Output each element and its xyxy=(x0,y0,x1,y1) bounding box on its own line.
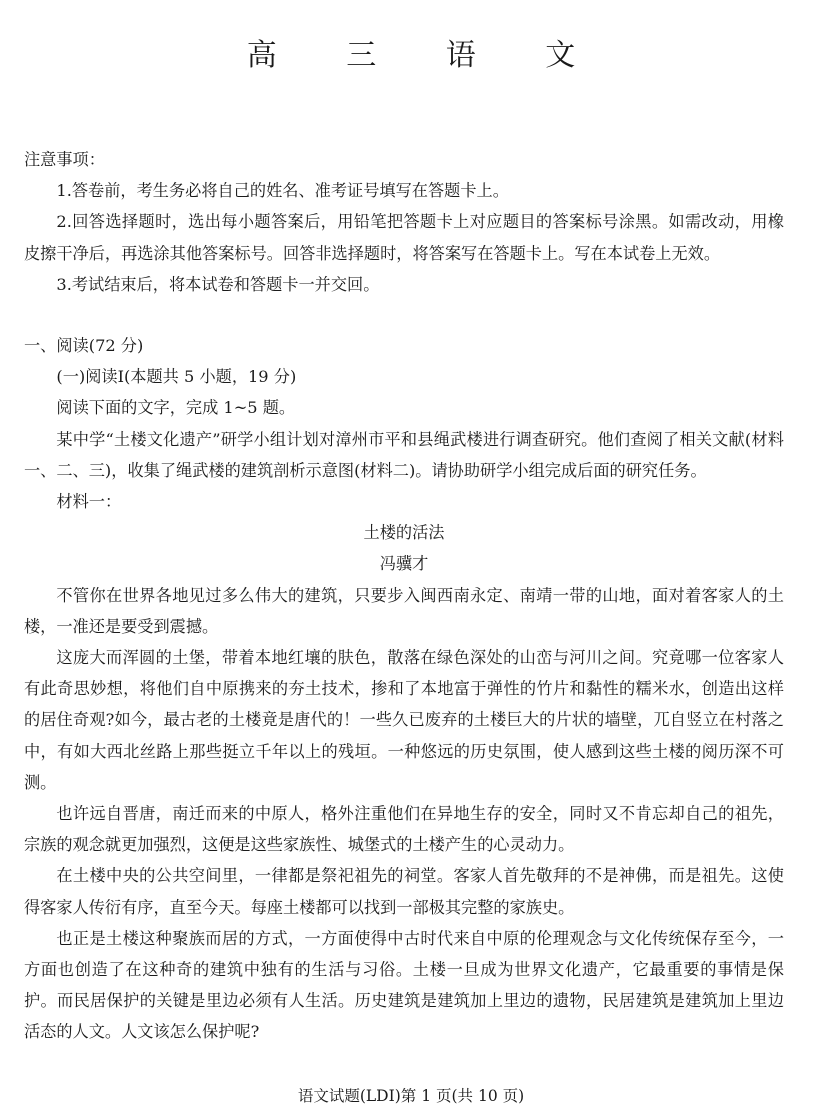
article-paragraph: 也许远自晋唐，南迁而来的中原人，格外注重他们在异地生存的安全，同时又不肯忘却自己的祖先，宗族的观念就更加强烈，这便是这些家族性、城堡式的土楼产生的心灵动力。 xyxy=(24,804,784,855)
article-paragraph: 不管你在世界各地见过多么伟大的建筑，只要步入闽西南永定、南靖一带的山地，面对着客家人的土楼，一准还是要受到震撼。 xyxy=(24,585,784,636)
exam-content xyxy=(24,144,784,1048)
material-label: 材料一： xyxy=(56,492,122,512)
notice-item-3: 3.考试结束后，将本试卷和答题卡一并交回。 xyxy=(56,274,380,294)
section-subheading: (一)阅读Ⅰ(本题共 5 小题，19 分) xyxy=(56,367,297,387)
article-title: 土楼的活法 xyxy=(363,523,445,543)
article-author: 冯骥才 xyxy=(379,554,429,574)
section-intro: 某中学“土楼文化遗产”研学小组计划对漳州市平和县绳武楼进行调查研究。他们查阅了相关文献(材料一、二、三)，收集了绳武楼的建筑剖析示意图(材料二)。请协助研学小组完成后面的研究任务。 xyxy=(24,429,784,480)
section-heading: 一、阅读(72 分) xyxy=(24,336,144,356)
notice-item-1: 1.答卷前，考生务必将自己的姓名、准考证号填写在答题卡上。 xyxy=(56,181,509,201)
page-footer: 语文试题(LDI)第 1 页(共 10 页) xyxy=(297,1087,525,1105)
article-paragraph: 这庞大而浑圆的土堡，带着本地红壤的肤色，散落在绿色深处的山峦与河川之间。究竟哪一位客家人有此奇思妙想，将他们自中原携来的夯土技术，掺和了本地富于弹性的竹片和黏性的糯米水，创造出这样的居住奇观?如今，最古老的土楼竟是唐代的！一些久已废弃的土楼巨大的片状的墙壁，兀自竖立在村落之中，有如大西北丝路上那些挺立千年以上的残垣。一种悠远的历史氛围，使人感到这些土楼的阅历深不可测。 xyxy=(24,648,784,792)
notice-heading: 注意事项： xyxy=(24,150,105,169)
notice-item-2: 2.回答选择题时，选出每小题答案后，用铅笔把答题卡上对应题目的答案标号涂黑。如需改动，用橡皮擦干净后，再选涂其他答案标号。回答非选择题时，将答案写在答题卡上。写在本试卷上无效。 xyxy=(24,212,784,263)
article-paragraph: 在土楼中央的公共空间里，一律都是祭祀祖先的祠堂。客家人首先敬拜的不是神佛，而是祖先。这使得客家人传衍有序，直至今天。每座土楼都可以找到一部极其完整的家族史。 xyxy=(24,866,784,917)
section-instruction: 阅读下面的文字，完成 1~5 题。 xyxy=(56,398,296,418)
section-gap xyxy=(24,300,784,330)
article-paragraph: 也正是土楼这种聚族而居的方式，一方面使得中古时代来自中原的伦理观念与文化传统保存至今，一方面也创造了在这种奇的建筑中独有的生活与习俗。土楼一旦成为世界文化遗产，它最重要的事情是保护。而民居保护的关键是里边必须有人生活。历史建筑是建筑加上里边的遗物，民居建筑是建筑加上里边活态的人文。人文该怎么保护呢? xyxy=(24,928,784,1042)
page-title: 高 三 语 文 xyxy=(246,38,606,73)
